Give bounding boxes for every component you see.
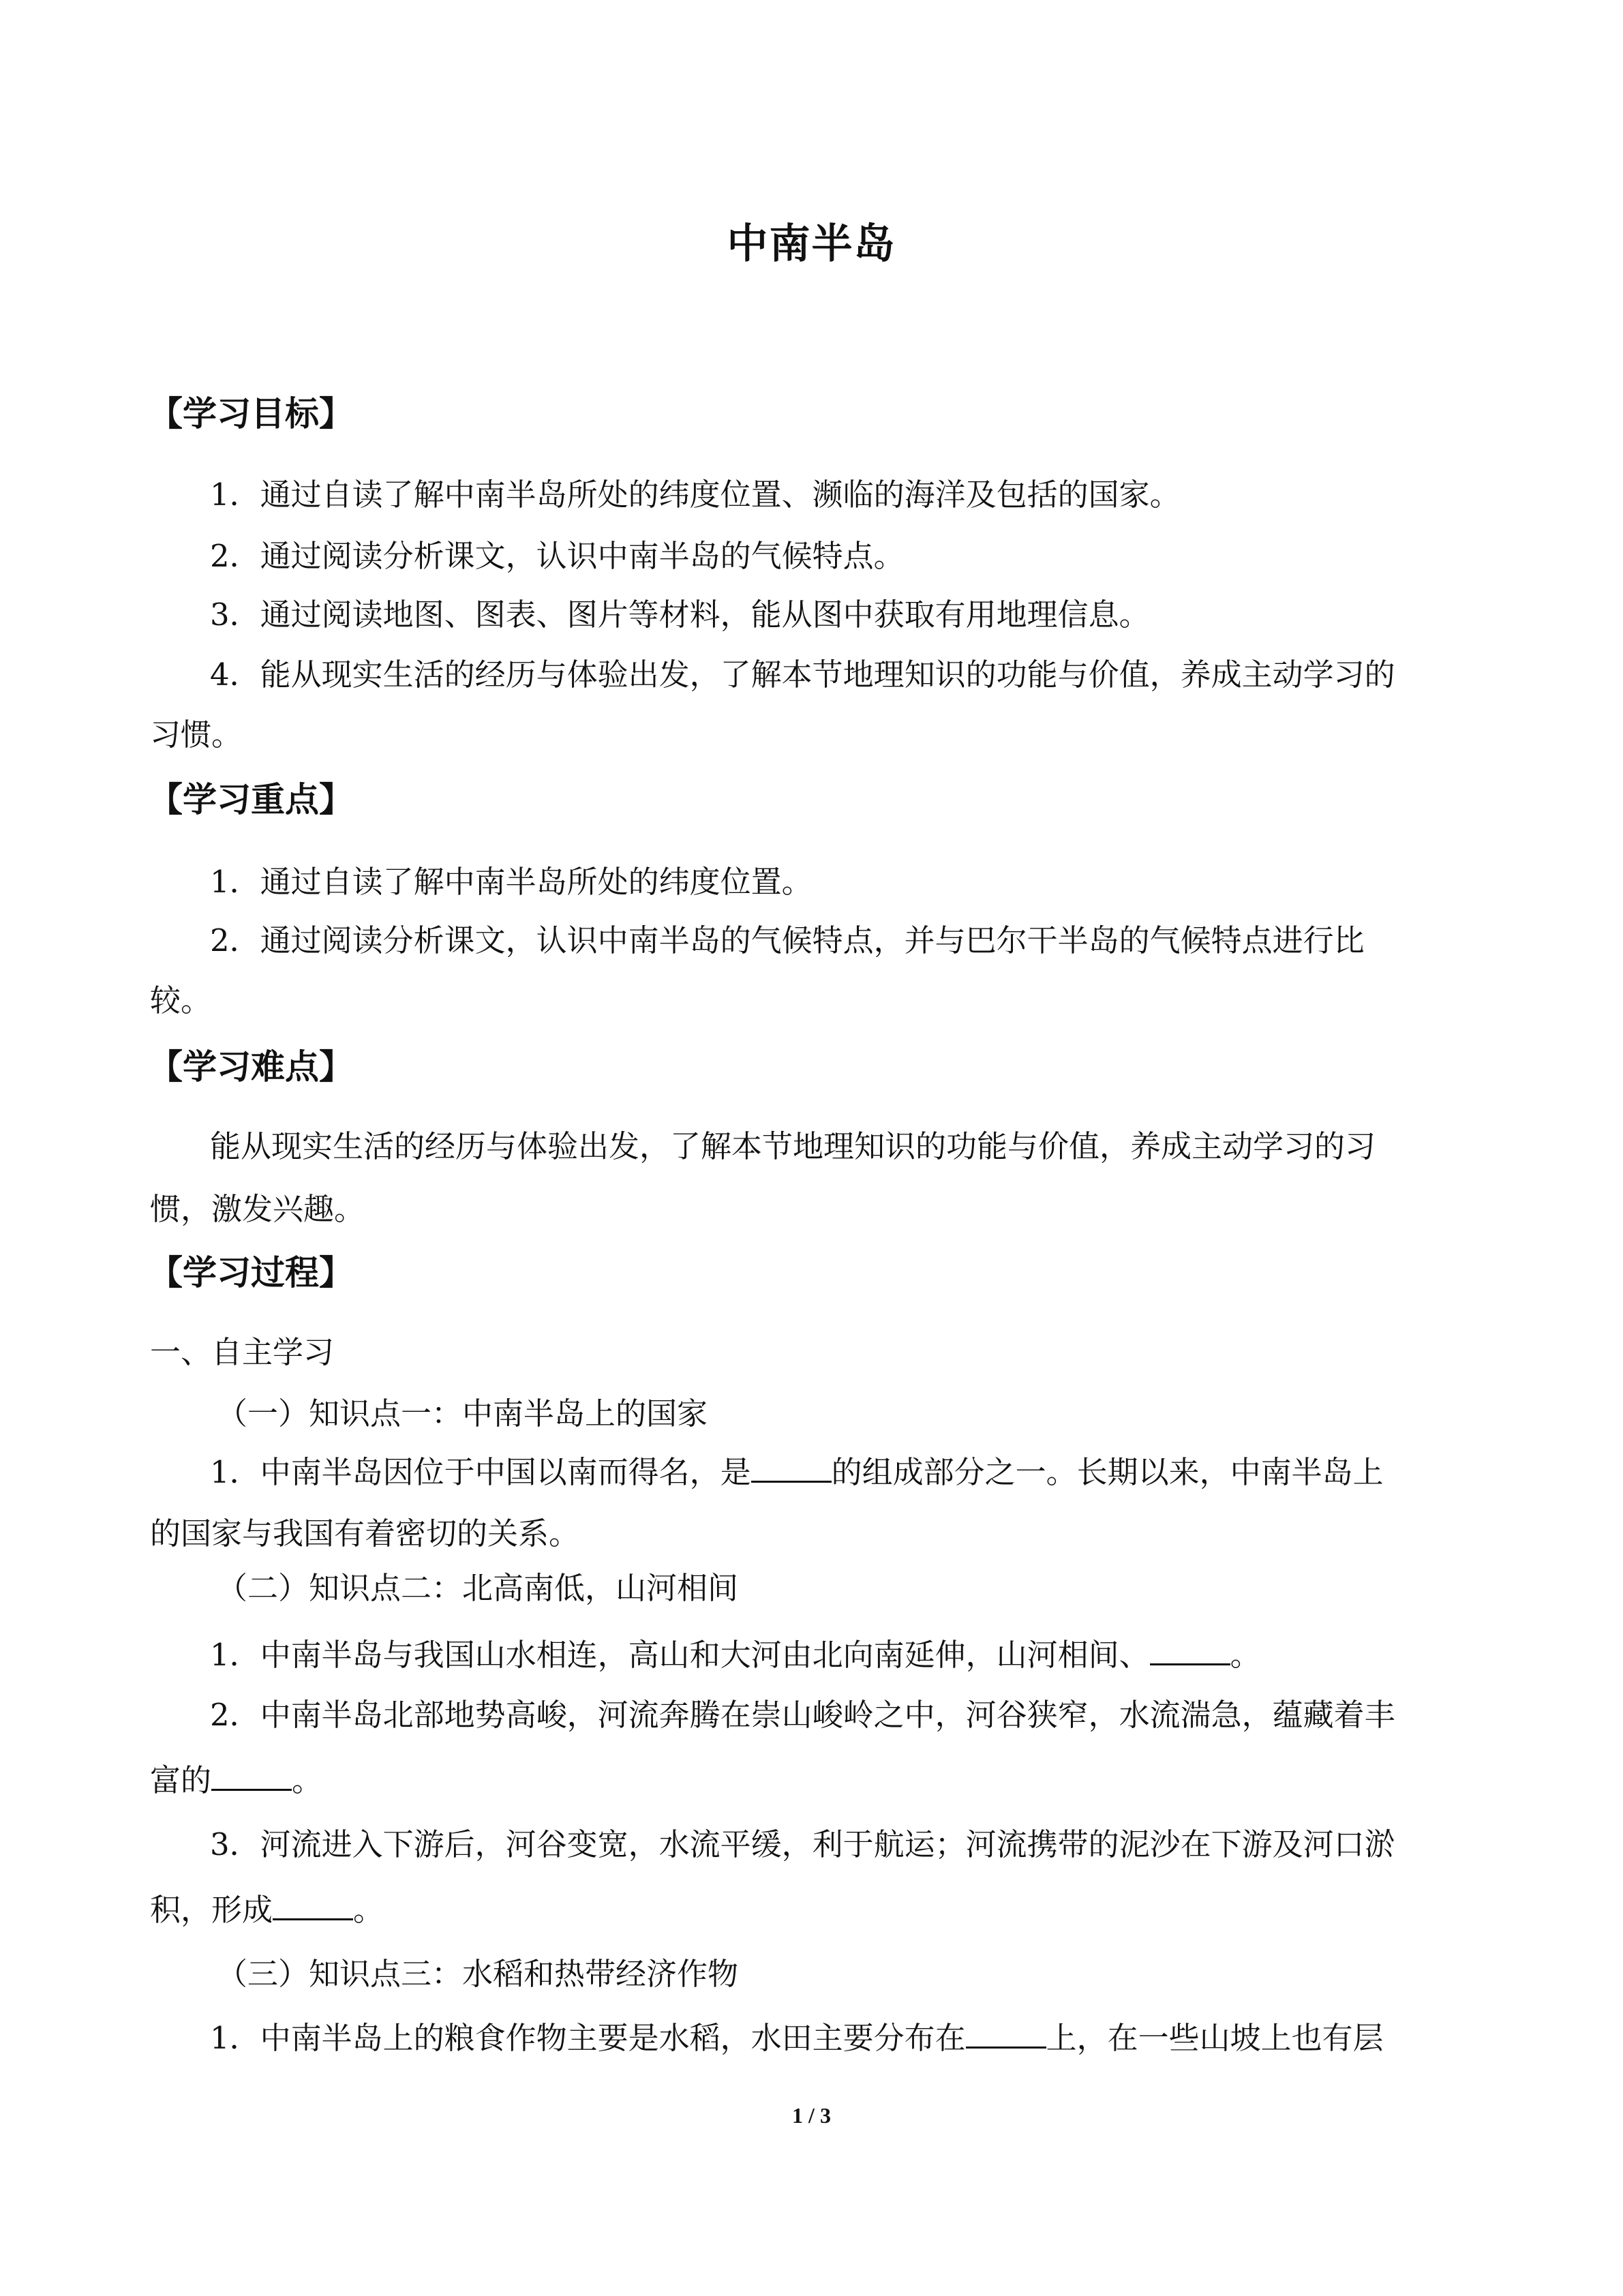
page-number: 1 / 3 bbox=[792, 2103, 831, 2128]
goal-item: 1．通过自读了解中南半岛所处的纬度位置、濒临的海洋及包括的国家。 bbox=[210, 477, 1181, 513]
kp2-question-2: 2．中南半岛北部地势高峻，河流奔腾在崇山峻岭之中，河谷狭窄，水流湍急，蕴藏着丰 bbox=[210, 1697, 1395, 1733]
kp2-question-2-continuation: 富的 。 bbox=[150, 1762, 323, 1798]
knowledge-point-3-title: （三）知识点三：水稻和热带经济作物 bbox=[217, 1956, 739, 1992]
goal-item-continuation: 习惯。 bbox=[150, 716, 243, 753]
kp2-question-3: 3．河流进入下游后，河谷变宽，水流平缓，利于航运；河流携带的泥沙在下游及河口淤 bbox=[210, 1826, 1395, 1862]
kp2-question-3-continuation: 积，形成 。 bbox=[150, 1892, 384, 1928]
part-one-heading: 一、自主学习 bbox=[150, 1334, 335, 1370]
section-heading-difficulties: 【学习难点】 bbox=[149, 1047, 353, 1087]
key-point-item-continuation: 较。 bbox=[150, 982, 212, 1018]
section-heading-key-points: 【学习重点】 bbox=[149, 780, 353, 819]
difficulty-item-continuation: 惯，激发兴趣。 bbox=[150, 1191, 365, 1227]
key-point-item: 2．通过阅读分析课文，认识中南半岛的气候特点，并与巴尔干半岛的气候特点进行比 bbox=[210, 922, 1365, 958]
goal-item: 4．能从现实生活的经历与体验出发，了解本节地理知识的功能与价值，养成主动学习的 bbox=[210, 656, 1395, 693]
kp2-question-1: 1．中南半岛与我国山水相连，高山和大河由北向南延伸，山河相间、 。 bbox=[210, 1637, 1261, 1673]
fill-in-blank[interactable] bbox=[966, 2019, 1046, 2049]
kp1-question-1-continuation: 的国家与我国有着密切的关系。 bbox=[150, 1515, 580, 1552]
difficulty-item: 能从现实生活的经历与体验出发，了解本节地理知识的功能与价值，养成主动学习的习 bbox=[210, 1128, 1376, 1164]
section-heading-goals: 【学习目标】 bbox=[149, 394, 353, 434]
kp1-question-1: 1．中南半岛因位于中国以南而得名，是 的组成部分之一。长期以来，中南半岛上 bbox=[210, 1454, 1384, 1490]
key-point-item: 1．通过自读了解中南半岛所处的纬度位置。 bbox=[210, 864, 813, 900]
goal-item: 2．通过阅读分析课文，认识中南半岛的气候特点。 bbox=[210, 538, 905, 574]
fill-in-blank[interactable] bbox=[211, 1762, 292, 1791]
section-heading-process: 【学习过程】 bbox=[149, 1253, 353, 1293]
fill-in-blank[interactable] bbox=[273, 1891, 353, 1920]
kp3-question-1: 1．中南半岛上的粮食作物主要是水稻，水田主要分布在 上，在一些山坡上也有层 bbox=[210, 2020, 1384, 2056]
knowledge-point-2-title: （二）知识点二：北高南低，山河相间 bbox=[217, 1570, 739, 1606]
goal-item: 3．通过阅读地图、图表、图片等材料，能从图中获取有用地理信息。 bbox=[210, 596, 1150, 633]
fill-in-blank[interactable] bbox=[1150, 1636, 1230, 1665]
knowledge-point-1-title: （一）知识点一：中南半岛上的国家 bbox=[217, 1395, 708, 1432]
fill-in-blank[interactable] bbox=[751, 1453, 832, 1483]
page-title: 中南半岛 bbox=[727, 220, 896, 268]
